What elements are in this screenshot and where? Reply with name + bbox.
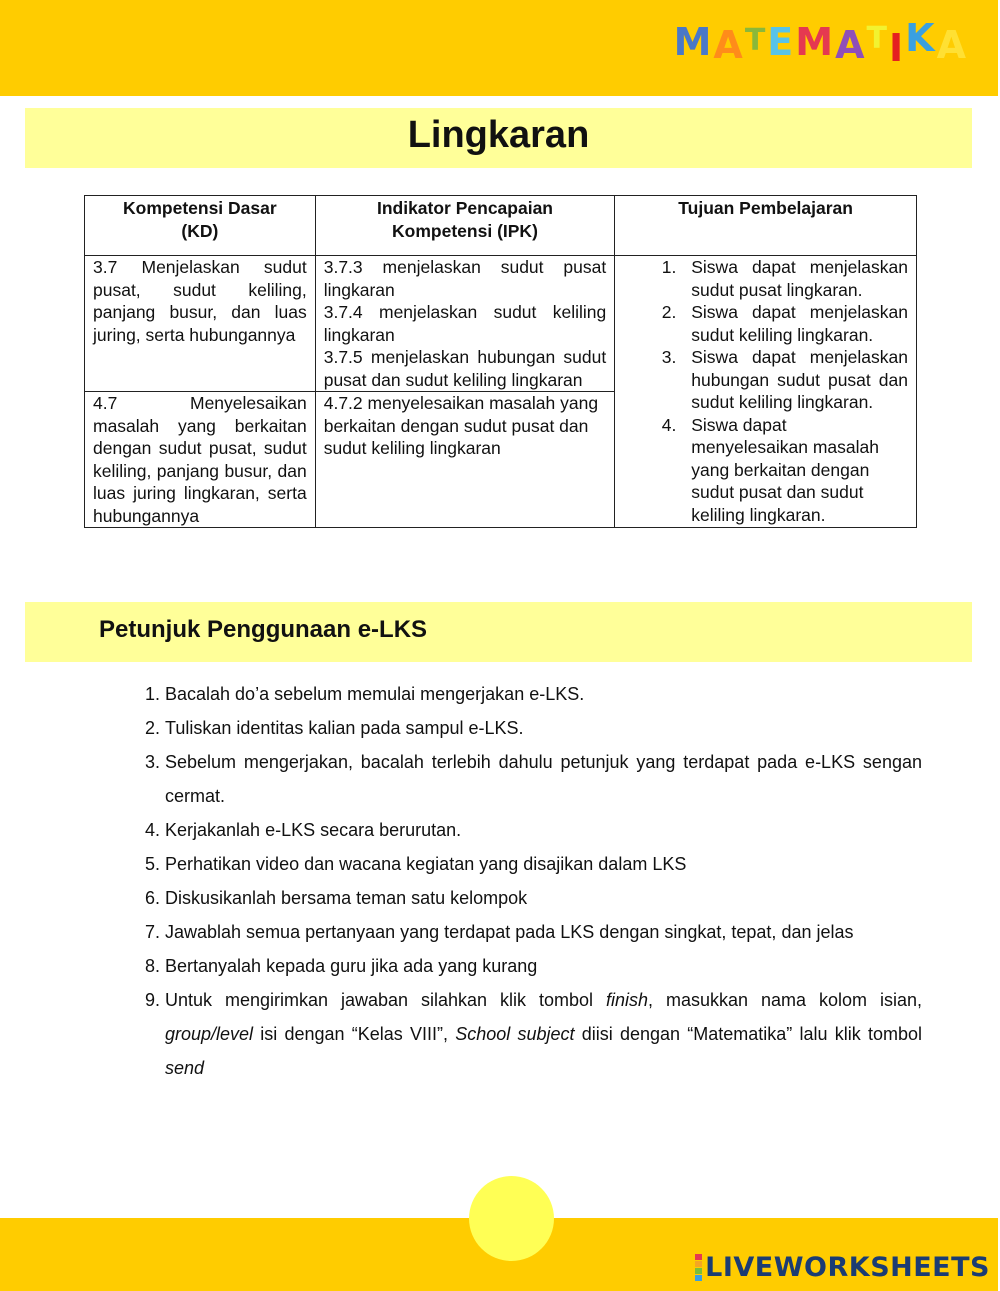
header-ipk-line2: Kompetensi (IPK) xyxy=(392,220,538,241)
step-item: 6. Diskusikanlah bersama teman satu kelompok xyxy=(165,881,922,915)
logo-letter: M xyxy=(673,20,714,64)
icon-block xyxy=(695,1261,702,1267)
tujuan-item: 3. Siswa dapat menjelaskan hubungan sudut pusat dan sudut keliling lingkaran. xyxy=(681,346,908,414)
petunjuk-title: Petunjuk Penggunaan e-LKS xyxy=(99,616,428,643)
group-level-term: group/level xyxy=(165,1024,254,1044)
tujuan-item: 4. Siswa dapat menyelesaikan masalah yang berkaitan dengan sudut pusat dan sudut keliling lingkaran. xyxy=(681,414,908,527)
header-kd-line1: Kompetensi Dasar xyxy=(123,198,277,218)
kd-cell-2 xyxy=(85,392,316,528)
decorative-circle xyxy=(469,1176,554,1261)
title-band xyxy=(25,108,972,168)
step9-text: , masukkan nama kolom isian, xyxy=(648,990,922,1010)
table-header-row xyxy=(85,196,917,256)
logo-letter: K xyxy=(905,16,937,60)
step-item: 2. Tuliskan identitas kalian pada sampul e-LKS. xyxy=(165,711,922,745)
kd-text-2: 4.7 Menyelesaikan masalah yang berkaitan dengan sudut pusat, sudut keliling, panjang busur, dan luas juring lingkaran, serta hubungannya xyxy=(93,393,307,526)
kd-text-1: 3.7 Menjelaskan sudut pusat, sudut keliling, panjang busur, dan luas juring, serta hubungannya xyxy=(93,257,307,345)
logo-letter: A xyxy=(936,23,968,67)
step9-text: Untuk mengirimkan jawaban silahkan klik tombol xyxy=(165,990,606,1010)
ipk-item: 3.7.5 menjelaskan hubungan sudut pusat dan sudut keliling lingkaran xyxy=(323,347,607,390)
page-title: Lingkaran xyxy=(407,114,590,156)
header-ipk-line1: Indikator Pencapaian xyxy=(376,198,553,218)
step-item: 1. Bacalah do’a sebelum memulai mengerjakan e-LKS. xyxy=(165,677,922,711)
header-bar xyxy=(0,0,998,96)
school-subject-term: School subject xyxy=(455,1024,575,1044)
ipk-cell-2 xyxy=(315,392,615,528)
send-term: send xyxy=(165,1058,205,1078)
tujuan-cell xyxy=(615,256,917,528)
tujuan-item: 2. Siswa dapat menjelaskan sudut keliling lingkaran. xyxy=(681,301,908,346)
competency-table xyxy=(84,195,917,528)
step9-text: diisi dengan “Matematika” lalu klik tombol xyxy=(574,1024,922,1044)
matematika-logo xyxy=(673,16,968,70)
icon-block xyxy=(695,1254,702,1260)
step-item-submit xyxy=(165,983,922,1085)
logo-letter: T xyxy=(866,21,889,56)
ipk-cell-1 xyxy=(315,256,615,392)
petunjuk-band xyxy=(25,602,972,662)
tujuan-list xyxy=(623,256,908,526)
logo-letter: A xyxy=(835,23,867,67)
ipk-item: 3.7.3 menjelaskan sudut pusat lingkaran xyxy=(323,257,607,300)
header-kd-line2: (KD) xyxy=(181,220,219,241)
header-ipk xyxy=(315,196,615,256)
ipk-item: 3.7.4 menjelaskan sudut keliling lingkaran xyxy=(323,302,607,345)
icon-block xyxy=(695,1268,702,1274)
step-item: 8. Bertanyalah kepada guru jika ada yang kurang xyxy=(165,949,922,983)
step-item: 3. Sebelum mengerjakan, bacalah terlebih dahulu petunjuk yang terdapat pada e-LKS sengan cermat. xyxy=(165,745,922,813)
header-kd xyxy=(85,196,316,256)
icon-block xyxy=(695,1275,702,1281)
logo-letter: A xyxy=(713,23,745,67)
header-tujuan-label: Tujuan Pembelajaran xyxy=(678,198,853,218)
petunjuk-steps xyxy=(135,677,922,1085)
ipk-item: 4.7.2 menyelesaikan masalah yang berkaitan dengan sudut pusat dan sudut keliling lingkaran xyxy=(323,393,599,458)
tujuan-item: 1. Siswa dapat menjelaskan sudut pusat lingkaran. xyxy=(681,256,908,301)
kd-cell-1 xyxy=(85,256,316,392)
liveworksheets-logo[interactable] xyxy=(695,1252,990,1283)
logo-letter: M xyxy=(795,20,836,64)
step-item: 5. Perhatikan video dan wacana kegiatan yang disajikan dalam LKS xyxy=(165,847,922,881)
logo-letter: T xyxy=(744,23,768,58)
logo-letter: E xyxy=(767,20,796,64)
finish-term: finish xyxy=(605,990,649,1010)
liveworksheets-icon xyxy=(695,1254,702,1281)
step-item: 4. Kerjakanlah e-LKS secara berurutan. xyxy=(165,813,922,847)
liveworksheets-brand: LIVEWORKSHEETS xyxy=(705,1252,990,1283)
logo-letter: I xyxy=(888,26,906,70)
step9-text: isi dengan “Kelas VIII”, xyxy=(253,1024,456,1044)
step-item: 7. Jawablah semua pertanyaan yang terdapat pada LKS dengan singkat, tepat, dan jelas xyxy=(165,915,922,949)
header-tujuan xyxy=(615,196,917,256)
table-row xyxy=(85,256,917,392)
